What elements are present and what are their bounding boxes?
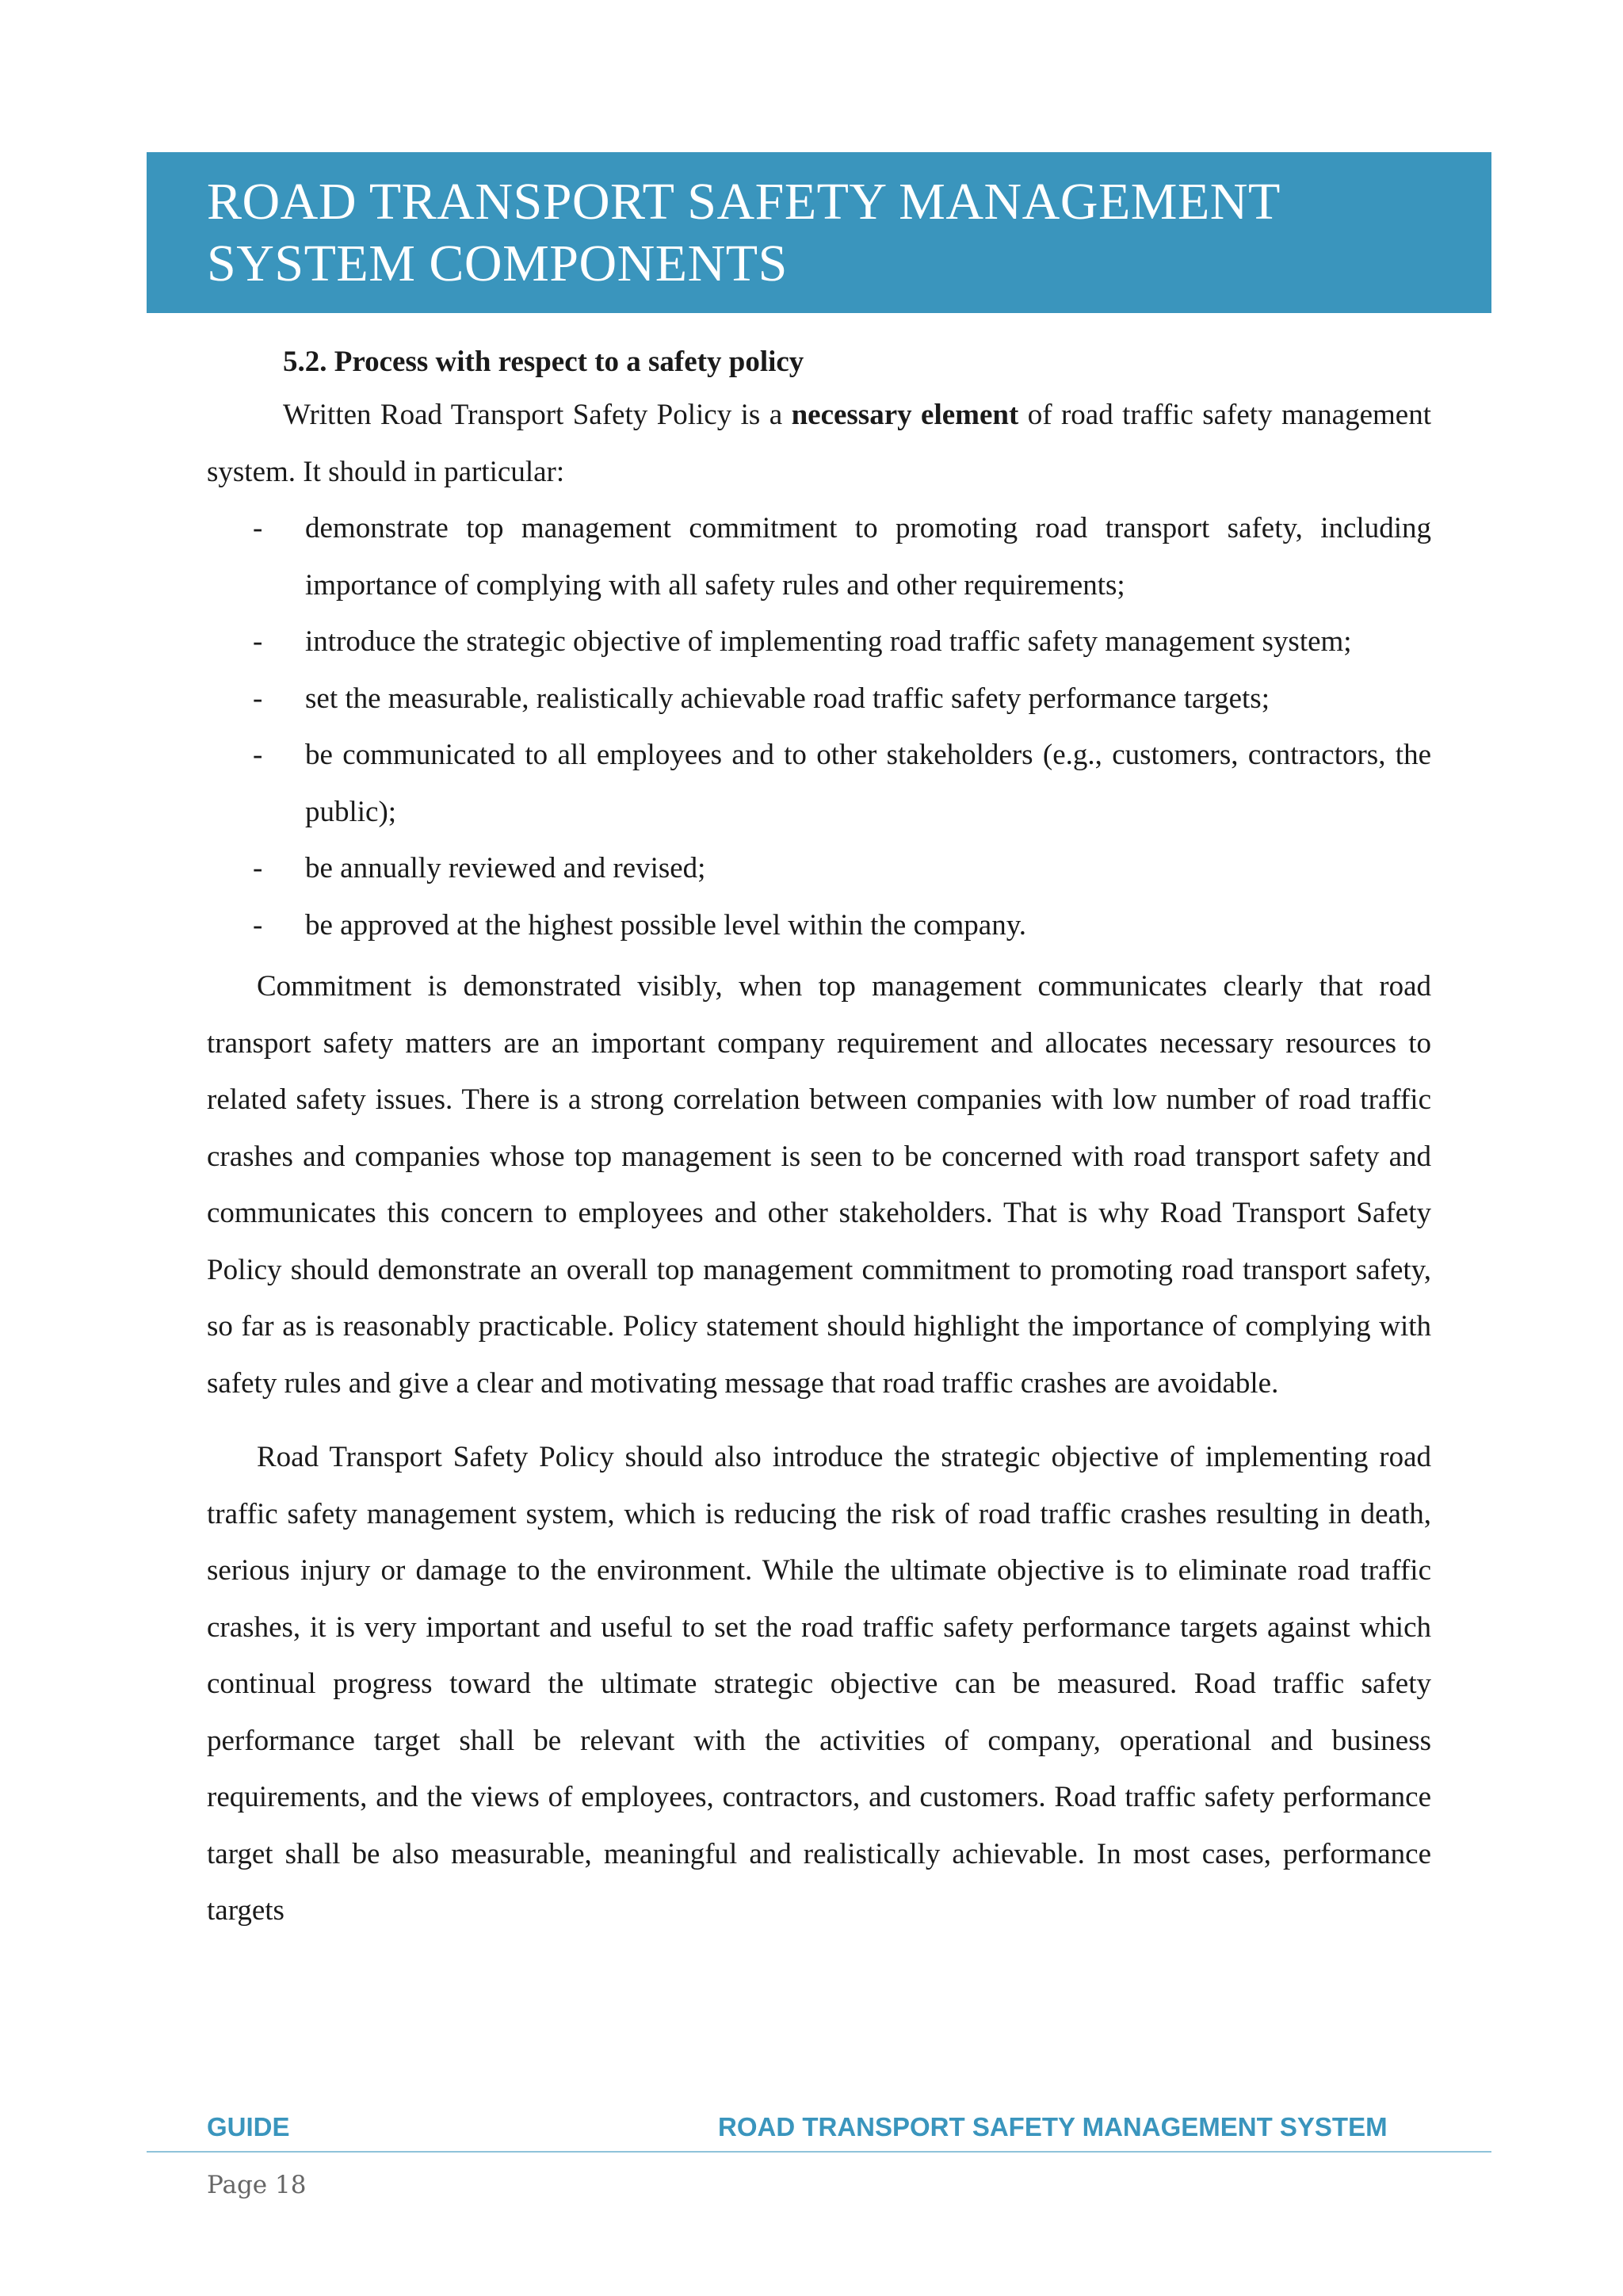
paragraph-spacer [207,1412,1431,1429]
chapter-title-line-1: ROAD TRANSPORT SAFETY MANAGEMENT [207,173,1281,231]
chapter-banner [147,152,1491,313]
intro-text-before: Written Road Transport Safety Policy is a [283,399,792,431]
list-item [207,500,1431,613]
intro-paragraph [207,387,1431,500]
section-heading: 5.2. Process with respect to a safety policy [283,346,804,378]
footer-guide-label: GUIDE [207,2112,290,2141]
dash-bullet: - [253,625,263,658]
footer-divider [147,2151,1491,2153]
list-item-text: be approved at the highest possible level within the company. [305,908,1027,942]
dash-bullet: - [253,739,263,771]
intro-text-after: of road traffic safety management system. It should in particular: [207,399,1431,488]
body-paragraph-objective: Road Transport Safety Policy should also introduce the strategic objective of implementing road traffic safety management system, which is reducing the risk of road traffic crashes resulting in death, serious injury or damage to the environment. While the ultimate objective is to eliminate road traffic crashes, it is very important and useful to set the road traffic safety performance targets against which continual progress toward the ultimate strategic objective can be measured. Road traffic safety performance target shall be relevant with the activities of company, operational and business requirements, and the views of employees, contractors, and customers. Road traffic safety performance target shall be also measurable, meaningful and realistically achievable. In most cases, performance targets [207,1441,1431,1927]
chapter-title-line-2: SYSTEM COMPONENTS [207,235,788,292]
dash-bullet: - [253,852,263,884]
chapter-title [207,171,1431,295]
list-item-text: be communicated to all employees and to other stakeholders (e.g., customers, contractors, the public); [305,739,1431,828]
body-content [207,341,1431,1939]
list-item [207,613,1431,670]
list-item [207,897,1431,954]
list-item-text: demonstrate top management commitment to promoting road transport safety, including importance of complying with all safety rules and other requirements; [305,512,1431,602]
list-item-text: set the measurable, realistically achievable road traffic safety performance targets; [305,682,1270,715]
dash-bullet: - [253,512,263,544]
requirements-list [207,500,1431,953]
page-number: Page 18 [207,2171,307,2199]
footer-system-label: ROAD TRANSPORT SAFETY MANAGEMENT SYSTEM [718,2112,1388,2141]
body-paragraph-commitment: Commitment is demonstrated visibly, when top management communicates clearly that road transport safety matters are an important company requirement and allocates necessary resources to related safety issues. There is a strong correlation between companies with low number of road traffic crashes and companies whose top management is seen to be concerned with road transport safety and communicates this concern to employees and other stakeholders. That is why Road Transport Safety Policy should demonstrate an overall top management commitment to promoting road transport safety, so far as is reasonably practicable. Policy statement should highlight the importance of complying with safety rules and give a clear and motivating message that road traffic crashes are avoidable. [207,970,1431,1400]
dash-bullet: - [253,682,263,715]
list-item-text: be annually reviewed and revised; [305,852,706,884]
list-item-text: introduce the strategic objective of implementing road traffic safety management system; [305,625,1352,658]
list-item [207,727,1431,840]
list-item [207,840,1431,897]
dash-bullet: - [253,908,263,942]
intro-text-bold: necessary element [791,399,1019,431]
list-item [207,670,1431,728]
